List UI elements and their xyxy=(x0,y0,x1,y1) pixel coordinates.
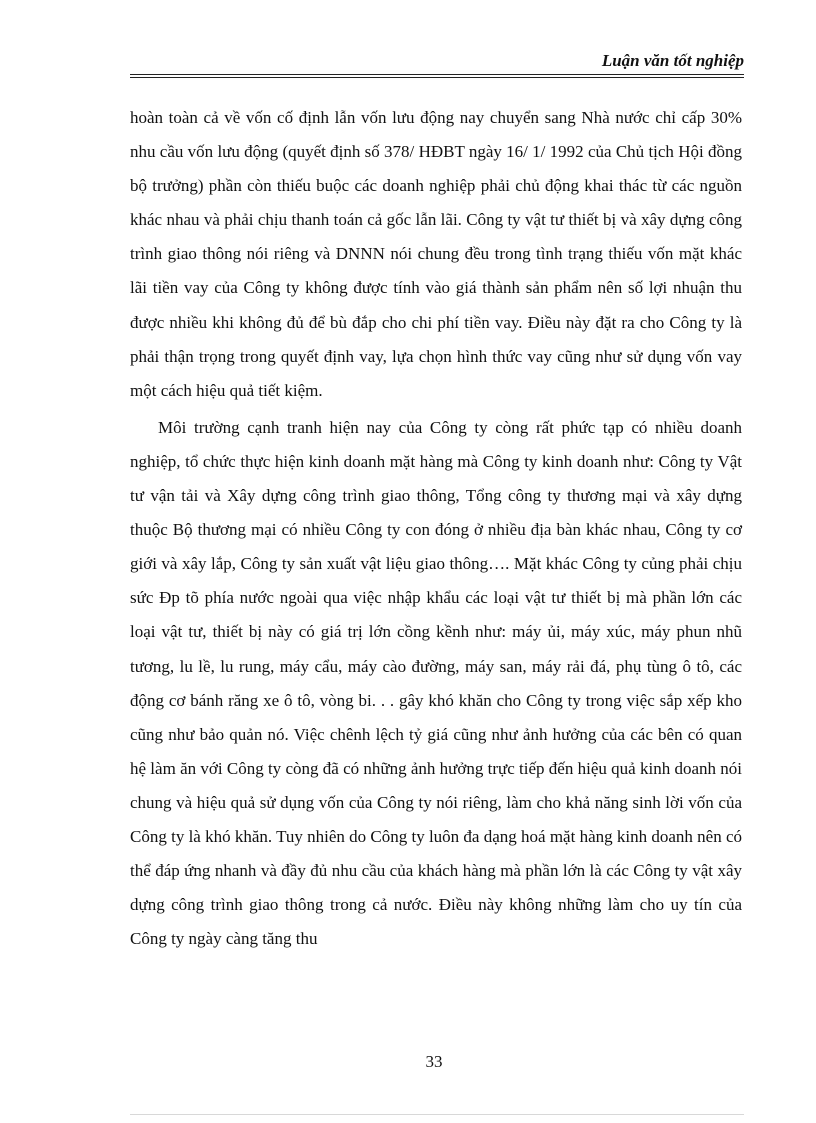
footer-rule xyxy=(130,1114,744,1115)
paragraph-continued: hoàn toàn cả về vốn cố định lẫn vốn lưu động nay chuyển sang Nhà nước chỉ cấp 30% nhu cầu vốn lưu động (quyết định số 378/ HĐBT ngày 16/ 1/ 1992 của Chủ tịch Hội đồng bộ trưởng) phần còn thiếu buộc các doanh nghiệp phải chủ động khai thác từ các nguồn khác nhau và phải chịu thanh toán cả gốc lẫn lãi. Công ty vật tư thiết bị và xây dựng công trình giao thông nói riêng và DNNN nói chung đều trong tình trạng thiếu vốn mặt khác lãi tiền vay của Công ty không được tính vào giá thành sản phẩm nên số lợi nhuận thu được nhiều khi không đủ để bù đắp cho chi phí tiền vay. Điều này đặt ra cho Công ty là phải thận trọng trong quyết định vay, lựa chọn hình thức vay cũng như sử dụng vốn vay một cách hiệu quả tiết kiệm. xyxy=(130,108,742,400)
running-header-title: Luận văn tốt nghiệp xyxy=(601,51,744,70)
paragraph-competition: Môi trường cạnh tranh hiện nay của Công ty còng rất phức tạp có nhiều doanh nghiệp, tổ chức thực hiện kinh doanh mặt hàng mà Công ty kinh doanh như: Công ty Vật tư vận tải và Xây dựng công trình giao thông, Tổng công ty thương mại và xây dựng thuộc Bộ thương mại có nhiều Công ty con đóng ở nhiều địa bàn khác nhau, Công ty cơ giới và xây lắp, Công ty sản xuất vật liệu giao thông…. Mặt khác Công ty củng phải chịu sức Ðp tõ phía nước ngoài qua việc nhập khẩu các loại vật tư thiết bị mà phần lớn các loại vật tư, thiết bị này có giá trị lớn cồng kềnh như: máy ủi, máy xúc, máy phun nhũ tương, lu lề, lu rung, máy cẩu, máy cào đường, máy san, máy rải đá, phụ tùng ô tô, các động cơ bánh răng xe ô tô, vòng bi. . . gây khó khăn cho Công ty trong việc sắp xếp kho cũng như bảo quản nó. Việc chênh lệch tỷ giá cũng như ảnh hưởng của các bên có quan hệ làm ăn với Công ty còng đã có những ảnh hưởng trực tiếp đến hiệu quả kinh doanh nói chung và hiệu quả sử dụng vốn của Công ty nói riêng, làm cho khả năng sinh lời vốn của Công ty là khó khăn. Tuy nhiên do Công ty luôn đa dạng hoá mặt hàng kinh doanh nên có thể đáp ứng nhanh và đầy đủ nhu cầu của khách hàng mà phần lớn là các Công ty vật xây dựng công trình giao thông trong cả nước. Điều này không những làm cho uy tín của Công ty ngày càng tăng thu xyxy=(130,417,742,949)
body-text xyxy=(130,101,742,956)
header-rule xyxy=(130,74,744,78)
page-number: 33 xyxy=(425,1052,443,1071)
